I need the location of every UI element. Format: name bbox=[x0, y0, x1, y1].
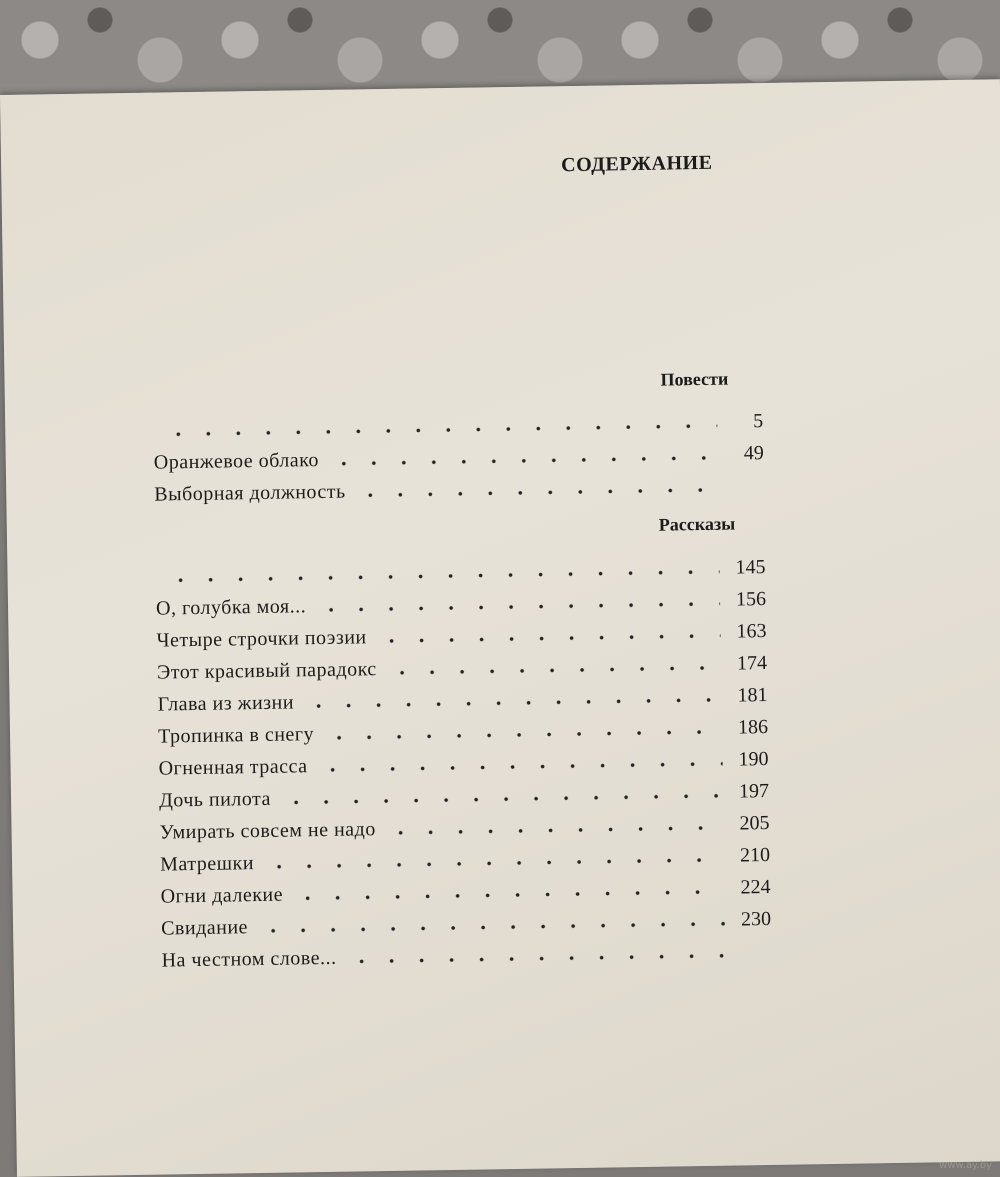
toc-entry-page: 156 bbox=[735, 588, 767, 611]
dot-leader bbox=[324, 730, 722, 740]
dot-leader bbox=[356, 488, 719, 498]
toc-entry-page: 145 bbox=[735, 556, 766, 579]
dot-leader bbox=[347, 954, 726, 964]
toc-entry-page: 205 bbox=[739, 812, 770, 835]
dot-leader bbox=[281, 794, 723, 805]
toc-entry-page: 5 bbox=[753, 410, 764, 433]
toc-entry-title: Матрешки bbox=[159, 852, 255, 876]
toc-entry-page: 230 bbox=[740, 907, 772, 931]
toc-entry-page: 190 bbox=[738, 748, 769, 771]
page-title: СОДЕРЖАНИЕ bbox=[560, 151, 713, 177]
dot-leader bbox=[316, 602, 720, 612]
dot-leader bbox=[318, 762, 723, 772]
dot-leader bbox=[329, 456, 718, 466]
toc-entry-page bbox=[724, 497, 764, 498]
toc-entry-title: Глава из жизни bbox=[157, 691, 295, 716]
toc-entry-page: 49 bbox=[743, 442, 764, 465]
watermark: www.ay.by bbox=[939, 1160, 992, 1171]
section-heading-rasskazy: Рассказы bbox=[658, 513, 736, 535]
toc-entry-title: На честном слове... bbox=[161, 946, 337, 972]
dot-leader bbox=[377, 634, 721, 643]
toc-entry-page bbox=[732, 963, 772, 964]
toc-entry-page: 186 bbox=[737, 716, 769, 739]
dot-leader bbox=[264, 858, 724, 869]
toc-entry-title: Дочь пилота bbox=[158, 787, 272, 812]
toc-entry-title: Свидание bbox=[160, 916, 249, 940]
dot-leader bbox=[386, 826, 724, 835]
toc-entry-page: 181 bbox=[737, 684, 768, 707]
toc-entry-title: Оранжевое облако bbox=[153, 449, 320, 474]
section-heading-povesti: Повести bbox=[660, 368, 729, 390]
dot-leader bbox=[304, 698, 722, 709]
toc-entry-page: 174 bbox=[736, 652, 768, 675]
toc-entry-title: Огни далекие bbox=[160, 883, 284, 908]
dot-leader bbox=[258, 922, 725, 933]
toc-entry-title: Этот красивый парадокс bbox=[156, 658, 377, 684]
dot-leader bbox=[387, 666, 721, 675]
book-page bbox=[0, 79, 1000, 1177]
toc-entry-title: Четыре строчки поэзии bbox=[156, 626, 367, 652]
toc-entry-title: Огненная трасса bbox=[158, 755, 308, 780]
toc-entry-title: Умирать совсем не надо bbox=[159, 818, 376, 844]
toc-entry-page: 197 bbox=[738, 780, 770, 803]
toc-entry-title: Тропинка в снегу bbox=[157, 723, 315, 748]
dot-leader bbox=[293, 890, 725, 901]
toc-entry-title: О, голубка моя... bbox=[155, 595, 307, 620]
toc-entry-page: 224 bbox=[740, 875, 771, 899]
toc-entry-title: Выборная должность bbox=[154, 480, 346, 506]
toc-entry-page: 163 bbox=[736, 620, 767, 643]
toc-entry-page: 210 bbox=[739, 844, 771, 867]
